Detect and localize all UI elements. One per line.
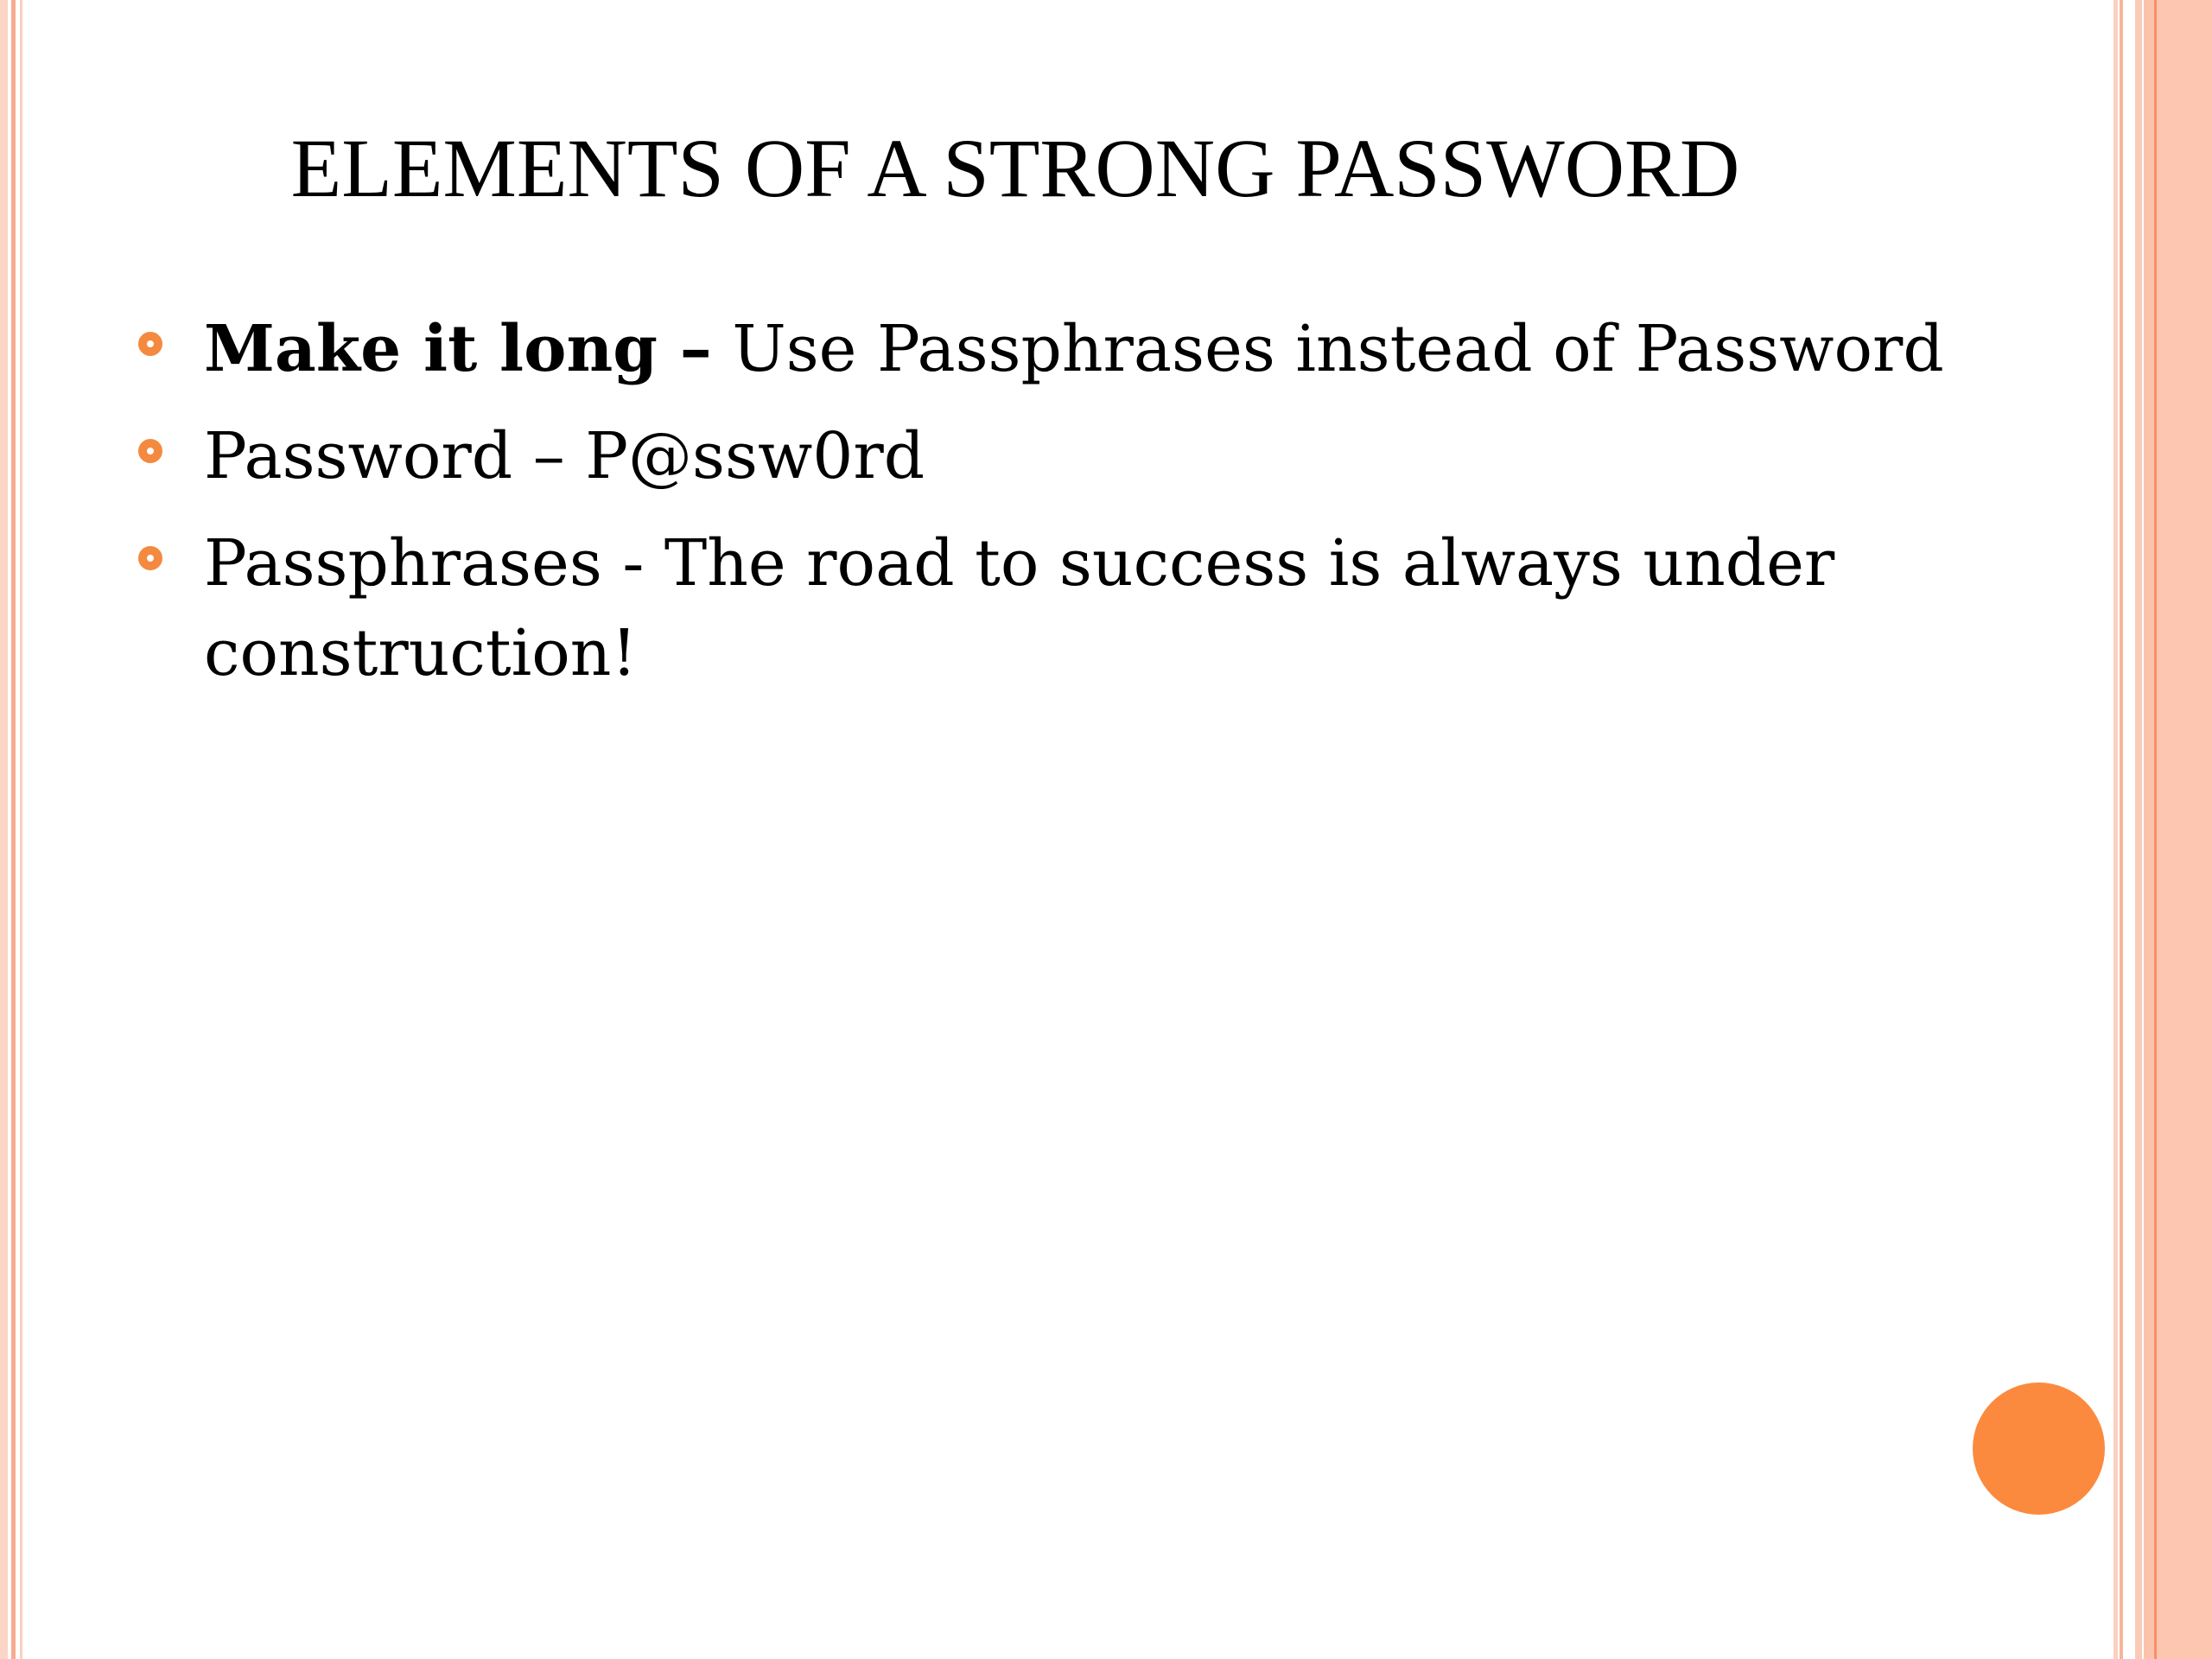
bullet-item <box>138 518 2039 698</box>
right-border-line <box>2120 0 2123 1659</box>
orange-circle-decoration <box>1973 1382 2105 1515</box>
ring-bullet-icon <box>138 332 162 356</box>
left-border-line <box>20 0 22 1659</box>
bullet-list <box>138 304 2039 715</box>
right-border-band <box>2157 0 2212 1659</box>
bullet-text: Password – P@ssw0rd <box>204 419 925 493</box>
bullet-text: Use Passphrases instead of Password <box>711 312 1944 386</box>
left-border-line <box>11 0 16 1659</box>
right-border-line <box>2113 0 2118 1659</box>
right-border-band <box>2144 0 2154 1659</box>
bullet-item <box>138 411 2039 501</box>
left-border-line <box>0 0 8 1659</box>
ring-bullet-icon <box>138 439 162 463</box>
ring-bullet-icon <box>138 546 162 570</box>
right-border-band <box>2135 0 2142 1659</box>
slide-title: ELEMENTS OF A STRONG PASSWORD <box>290 122 1740 214</box>
bullet-bold-text: Make it long – <box>204 312 712 386</box>
bullet-text: Passphrases - The road to success is always under construction! <box>204 526 1835 690</box>
bullet-item <box>138 304 2039 394</box>
